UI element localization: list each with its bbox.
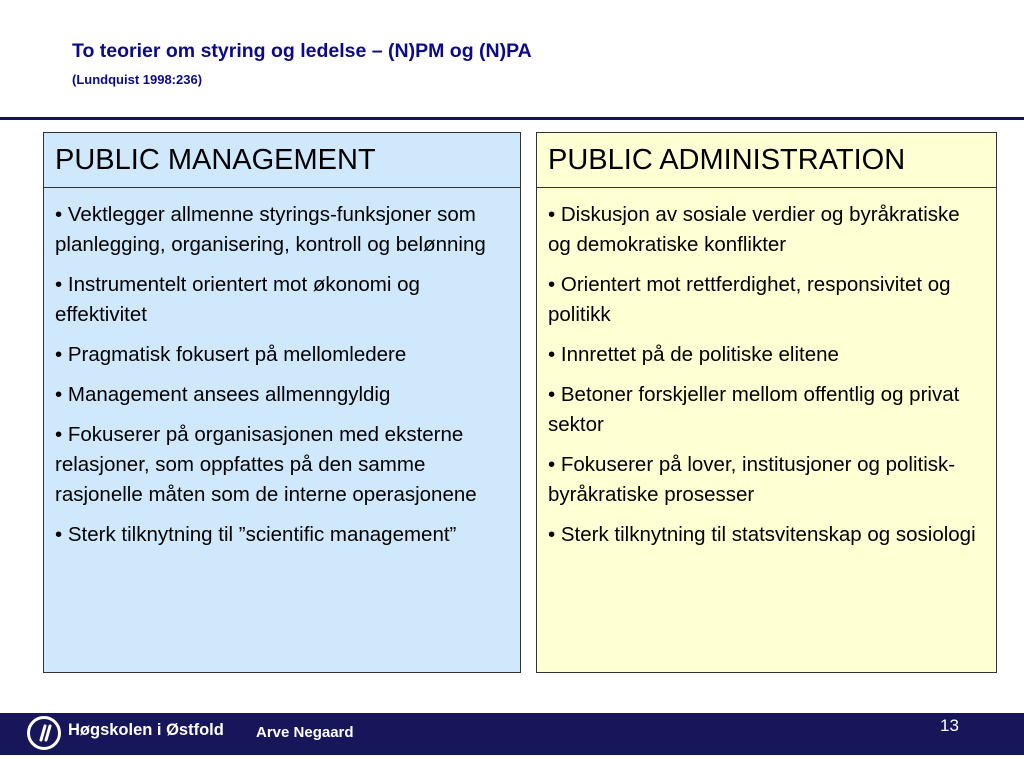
list-item: • Orientert mot rettferdighet, responsivitet og politikk [548, 273, 951, 326]
public-management-list [44, 188, 520, 550]
public-administration-heading: PUBLIC ADMINISTRATION [537, 133, 996, 188]
list-item: • Sterk tilknytning til ”scientific management” [55, 523, 457, 546]
list-item: • Diskusjon av sosiale verdier og byråkratiske og demokratiske konflikter [548, 203, 960, 256]
public-administration-panel [536, 132, 997, 673]
page-number: 13 [940, 716, 959, 735]
list-item: • Pragmatisk fokusert på mellomledere [55, 343, 407, 366]
public-management-heading: PUBLIC MANAGEMENT [44, 133, 520, 188]
public-management-panel [43, 132, 521, 673]
list-item: • Management ansees allmenngyldig [55, 383, 391, 406]
list-item: • Betoner forskjeller mellom offentlig og privat sektor [548, 383, 960, 436]
list-item: • Innrettet på de politiske elitene [548, 343, 839, 366]
institution-name: Høgskolen i Østfold [68, 721, 224, 739]
list-item: • Sterk tilknytning til statsvitenskap og sosiologi [548, 523, 976, 546]
list-item: • Fokuserer på organisasjonen med eksterne relasjoner, som oppfattes på den samme rasjonelle måten som de interne operasjonene [55, 423, 477, 506]
header-divider [0, 117, 1024, 120]
author-name: Arve Negaard [256, 724, 354, 741]
slide-title: To teorier om styring og ledelse – (N)PM og (N)PA [72, 40, 532, 62]
hiof-logo-icon [27, 716, 61, 750]
slide-subtitle: (Lundquist 1998:236) [72, 72, 203, 87]
list-item: • Vektlegger allmenne styrings-funksjoner som planlegging, organisering, kontroll og belønning [55, 203, 486, 256]
list-item: • Fokuserer på lover, institusjoner og politisk-byråkratiske prosesser [548, 453, 956, 506]
public-administration-list [537, 188, 996, 550]
list-item: • Instrumentelt orientert mot økonomi og effektivitet [55, 273, 420, 326]
